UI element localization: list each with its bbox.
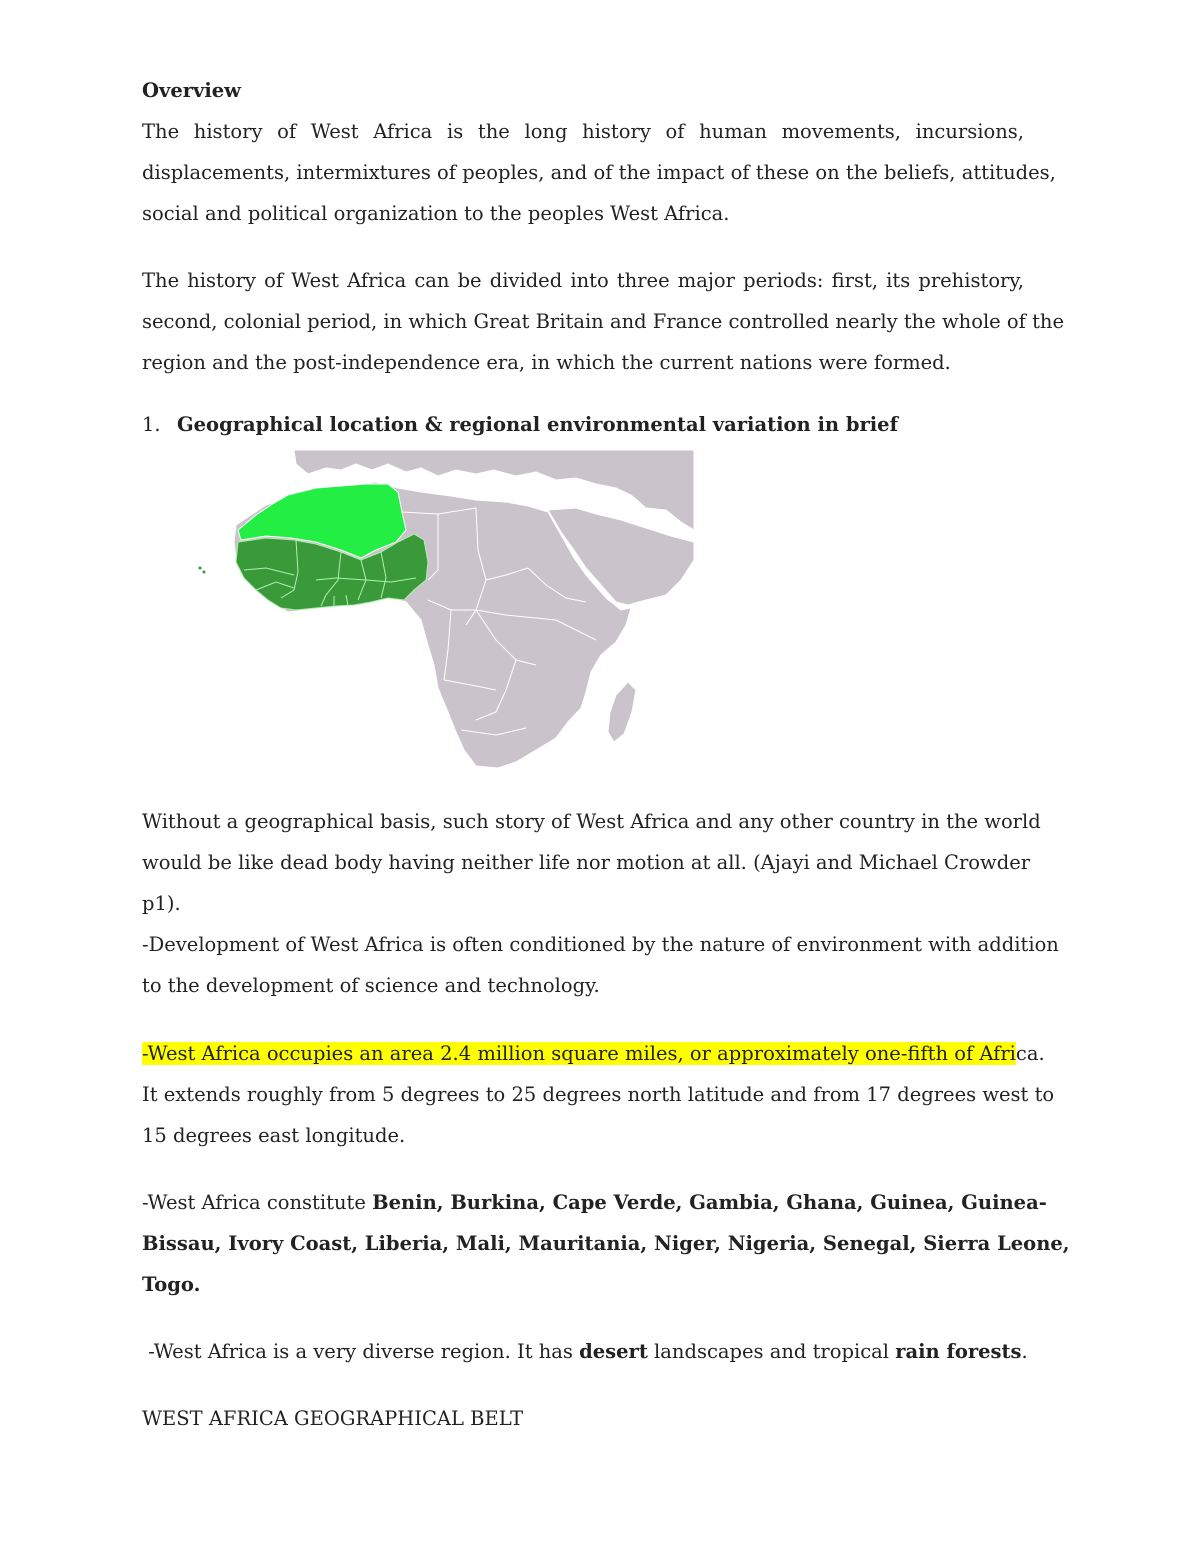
paragraph-7-c: landscapes and tropical (647, 1340, 896, 1363)
paragraph-2-line-2: second, colonial period, in which Great Britain and France controlled nearly the whole of the (142, 310, 1065, 333)
paragraph-5-line-1-rest: ca. (1015, 1042, 1045, 1065)
map-madagascar (608, 682, 636, 742)
paragraph-3-line-1: Without a geographical basis, such story of West Africa and any other country in the world (142, 810, 1041, 833)
paragraph-2-line-3: region and the post-independence era, in which the current nations were formed. (142, 351, 951, 374)
paragraph-7-desert: desert (579, 1340, 648, 1363)
paragraph-4-line-2: to the development of science and technology. (142, 974, 600, 997)
paragraph-7-rain-forests: rain forests (895, 1340, 1022, 1363)
paragraph-7-e: . (1021, 1340, 1028, 1363)
section-1-title: Geographical location & regional environmental variation in brief (177, 413, 898, 436)
paragraph-5-line-2: It extends roughly from 5 degrees to 25 degrees north latitude and from 17 degrees west to (142, 1083, 1055, 1106)
country-list-part-1: Benin, Burkina, Cape Verde, Gambia, Ghana, Guinea, Guinea- (372, 1191, 1047, 1214)
paragraph-6-line-1 (142, 1182, 1047, 1223)
paragraph-7-a: -West Africa is a very diverse region. It has (142, 1340, 580, 1363)
map-svg (176, 450, 694, 775)
paragraph-5-line-3: 15 degrees east longitude. (142, 1124, 406, 1147)
paragraph-1-line-2: displacements, intermixtures of peoples, and of the impact of these on the beliefs, attitudes, (142, 161, 1056, 184)
overview-title: Overview (142, 79, 241, 102)
cape-verde-dot-2 (203, 571, 206, 574)
paragraph-3-line-3: p1). (142, 892, 181, 915)
paragraph-6-line-3: Togo. (142, 1273, 201, 1296)
section-1-heading (142, 409, 1024, 443)
paragraph-5-line-1 (142, 1033, 1045, 1074)
paragraph-6-intro: -West Africa constitute (142, 1191, 373, 1214)
section-caption: WEST AFRICA GEOGRAPHICAL BELT (142, 1407, 524, 1430)
west-africa-map (176, 450, 694, 775)
paragraph-7 (142, 1331, 1028, 1372)
paragraph-2-line-1: The history of West Africa can be divided into three major periods: first, its prehistory, (142, 269, 1024, 292)
paragraph-6-line-2: Bissau, Ivory Coast, Liberia, Mali, Mauritania, Niger, Nigeria, Senegal, Sierra Leone, (142, 1232, 1070, 1255)
paragraph-1-line-1: The history of West Africa is the long history of human movements, incursions, (142, 120, 1024, 143)
cape-verde-dot-1 (199, 567, 202, 570)
paragraph-3-line-2: would be like dead body having neither life nor motion at all. (Ajayi and Michael Crowder (142, 851, 1031, 874)
section-1-number: 1. (142, 413, 161, 436)
paragraph-1-line-3: social and political organization to the peoples West Africa. (142, 202, 730, 225)
paragraph-4-line-1: -Development of West Africa is often conditioned by the nature of environment with addition (142, 933, 1059, 956)
highlighted-text: -West Africa occupies an area 2.4 million square miles, or approximately one-fifth of Afri (142, 1042, 1016, 1065)
